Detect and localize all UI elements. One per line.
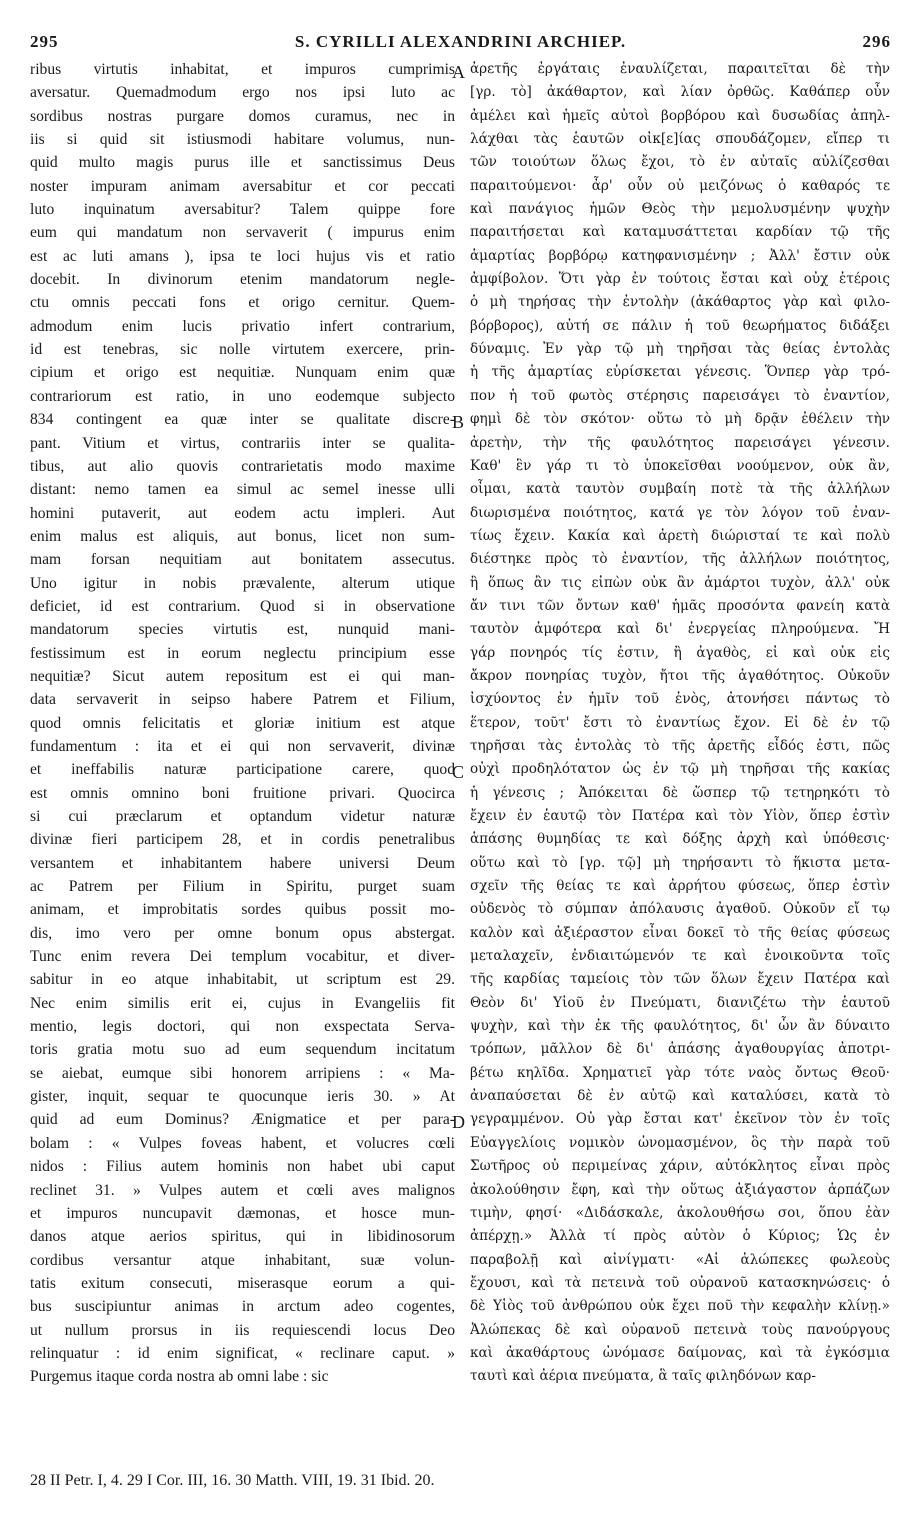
- text-line: aversatur. Quemadmodum ergo nos ipsi luto ac: [30, 84, 455, 102]
- text-line: quid ad eum Dominus? Ænigmatice et per para-: [30, 1111, 455, 1129]
- margin-marker-b: B: [452, 412, 465, 432]
- text-line: καλὸν καὶ ἀξιέραστον εἶναι δοκεῖ τὸ τῆς θείας φύσεως: [470, 924, 890, 941]
- text-line: quid multo magis purus ille et sanctissimus Deus: [30, 154, 455, 172]
- text-line: homini putaverit, aut eodem actu impleri. Aut: [30, 504, 455, 522]
- text-line: divinæ fieri participem 28, et in cordis penetralibus: [30, 831, 455, 849]
- text-line: enim malus est aliquis, aut bonus, licet non sum-: [30, 527, 455, 545]
- text-line: se aiebat, eumque sibi honorem arripiens : « Ma-: [30, 1064, 455, 1082]
- text-line: admodum enim lucis privatio infert contrarium,: [30, 317, 455, 335]
- text-line: dis, imo vero per omne bonum opus abstergat.: [30, 924, 455, 942]
- text-line: contrariorum est ratio, in uno eodemque subjecto: [30, 387, 455, 405]
- text-line: βέτω κηλῖδα. Χρηματιεῖ γὰρ τότε ναὸς ὄντως Θεοῦ·: [470, 1064, 890, 1081]
- text-line: Nec enim similis erit ei, cujus in Evangeliis fit: [30, 994, 455, 1012]
- text-line: τῆς καρδίας ταμείοις τὸν τῶν ὅλων ἔχειν Πατέρα καὶ: [470, 971, 890, 988]
- greek-column: [470, 58, 890, 1389]
- text-line: διέστηκε πρὸς τὸ ἐναντίον, τῆς ἀλλήλων ποιότητος,: [470, 551, 890, 568]
- text-line: ἡ τῆς ἁμαρτίας εὑρίσκεται γένεσις. Ὅνπερ γὰρ τρό-: [470, 364, 890, 381]
- text-line: οἶμαι, κατὰ ταυτὸν συμβαίη ποτὲ τὰ τῆς ἀλλήλων: [470, 481, 890, 498]
- text-line: data servaverit in seipso habere Patrem et Filium,: [30, 691, 455, 709]
- text-line: bolam : « Vulpes foveas habent, et volucres cœli: [30, 1134, 455, 1152]
- text-line: ἁπάσης θυμηδίας τε καὶ δόξης ἀρχὴ καὶ ὑπόθεσις·: [470, 831, 890, 848]
- text-line: iis si quid sit istiusmodi habitare volumus, nun-: [30, 131, 455, 149]
- text-line: ταυτὸν ἀμφότερα καὶ δι' ἐνεργείας πληρούμενα. Ἤ: [470, 621, 890, 638]
- text-line: ac Patrem per Filium in Spiritu, purget suam: [30, 878, 455, 896]
- text-line: animam, et improbitatis sordes quibus possit mo-: [30, 901, 455, 919]
- text-line: reclinet 31. » Vulpes autem et cœli aves malignos: [30, 1181, 455, 1199]
- text-line: ὁ μὴ τηρήσας τὴν ἐντολὴν (ἀκάθαρτος γὰρ καὶ φιλο-: [470, 294, 890, 311]
- text-line: gister, inquit, sequar te quocunque ieris 30. » At: [30, 1088, 455, 1106]
- text-line: ἀναπαύσεται δὲ ἐν αὐτῷ καὶ καταλύσει, κατὰ τὸ: [470, 1088, 890, 1105]
- text-line: [γρ. τὸ] ἀκάθαρτον, καὶ λίαν ὀρθῶς. Καθάπερ οὖν: [470, 84, 890, 101]
- text-line: μεταλαχεῖν, ἐνδιαιτώμενόν τε καὶ ἐνοικοῦντα τοῖς: [470, 948, 890, 965]
- text-line: et impuros nuncupavit dæmonas, et hosce mun-: [30, 1204, 455, 1222]
- text-line: ἢ ὅπως ἂν τις εἰπὼν οὐκ ἂν ἁμάρτοι τυχὸν, ἀλλ' οὐκ: [470, 574, 890, 591]
- text-line: et ineffabilis naturæ participatione carere, quod: [30, 761, 455, 779]
- text-line: καὶ πανάγιος ἡμῶν Θεὸς τὴν μεμολυσμένην ψυχὴν: [470, 201, 890, 218]
- text-line: mandatorum species virtutis est, nunquid mani-: [30, 621, 455, 639]
- text-line: λάχθαι τὰς ἑαυτῶν οἰκ[ε]ίας σπουδάζομεν, εἴπερ τι: [470, 131, 890, 148]
- text-line: si cui præclarum et optandum videtur naturæ: [30, 808, 455, 825]
- text-line: τηρῆσαι τὰς ἐντολὰς τὸ τῆς ἀρετῆς εἶδός ἐστι, πῶς: [470, 737, 890, 754]
- text-line: ἔχειν ἐν ἑαυτῷ τὸν Πατέρα καὶ τὸν Υἱὸν, ὅπερ ἐστὶν: [470, 808, 890, 824]
- text-line: tatis exitum consecuti, miserasque eorum a qui-: [30, 1274, 455, 1292]
- text-line: versantem et inhabitantem habere universi Deum: [30, 854, 455, 872]
- text-line: πον ἡ τοῦ φωτὸς στέρησις παρεισάγει τὸ ἐναντίον,: [470, 387, 890, 404]
- footnotes: 28 II Petr. I, 4. 29 I Cor. III, 16. 30 Matth. VIII, 19. 31 Ibid. 20.: [30, 1472, 435, 1489]
- margin-marker-a: A: [452, 62, 465, 82]
- text-line: βόρβορος), αὐτή σε πάλιν ἡ τοῦ θεωρήματος διδάξει: [470, 317, 890, 334]
- text-line: οὐδενὸς τὸ σύμπαν ἀπόλαυσις ἀγαθοῦ. Οὐκοῦν εἴ τῳ: [470, 901, 890, 918]
- margin-marker-d: D: [452, 1112, 465, 1132]
- text-line: relinquatur : id enim significat, « reclinare caput. »: [30, 1344, 455, 1362]
- text-line: ἀμφίβολον. Ὅτι γὰρ ἐν τούτοις ἔσται καὶ οὐχ ἑτέροις: [470, 271, 890, 288]
- text-line: nidos : Filius autem hominis non habet ubi caput: [30, 1158, 455, 1176]
- text-line: ἰσχύοντος ἐν ἡμῖν τοῦ ἑνὸς, ἀτονήσει πάντως τὸ: [470, 691, 890, 708]
- text-line: ψυχὴν, καὶ τὴν ἐκ τῆς φαυλότητος, δι' ὧν ἂν δύναιτο: [470, 1018, 890, 1035]
- text-line: 834 contingent ea quæ inter se qualitate discre-: [30, 411, 455, 429]
- text-line: Σωτῆρος οὐ περιμείνας χάριν, αὐτόκλητος εἶναι πρὸς: [470, 1158, 890, 1175]
- latin-column: [30, 58, 455, 1389]
- text-line: Θεὸν δι' Υἱοῦ ἐν Πνεύματι, διανιζέτω τὴν ἑαυτοῦ: [470, 994, 890, 1011]
- text-line: pant. Vitium et virtus, contrariis inter se qualita-: [30, 434, 455, 452]
- text-line: Tunc enim revera Dei templum vocabitur, et diver-: [30, 948, 455, 966]
- text-line: Purgemus itaque corda nostra ab omni labe : sic: [30, 1368, 329, 1386]
- text-line: ἡ γένεσις ; Ἀπόκειται δὲ ὥσπερ τῷ τετηρηκότι τὸ: [470, 784, 890, 801]
- text-line: cipium et origo est nequitiæ. Nunquam enim quæ: [30, 364, 455, 382]
- text-line: luto inquinatum aversabitur? Talem quippe fore: [30, 201, 455, 219]
- text-line: bus suscipiuntur animas in arctum adeo cogentes,: [30, 1298, 455, 1316]
- text-line: διωρισμένα ποιότητος, κατά γε τὸν λόγον τοῦ ἐναν-: [470, 504, 890, 521]
- text-line: ἔχουσι, καὶ τὰ πετεινὰ τοῦ οὐρανοῦ κατασκηνώσεις· ὁ: [470, 1274, 890, 1291]
- page-number-right: 296: [862, 32, 891, 51]
- text-line: Ἀλώπεκας δὲ καὶ οὐρανοῦ πετεινὰ τοὺς πανούργους: [470, 1321, 890, 1338]
- text-line: ἀρετῆς ἐργάταις ἐναυλίζεται, παραιτεῖται δὲ τὴν: [470, 61, 890, 77]
- text-line: noster impuram animam aversabitur et cor peccati: [30, 177, 455, 195]
- margin-marker-c: C: [452, 762, 465, 782]
- text-line: ribus virtutis inhabitat, et impuros cumprimis: [30, 61, 455, 78]
- text-line: οὐχὶ προδηλότατον ὡς ἐν τῷ μὴ τηρῆσαι τῆς κακίας: [470, 761, 890, 778]
- text-line: Εὐαγγελίοις νομικὸν ὠνομασμένον, ὃς τὴν παρὰ τοῦ: [470, 1134, 890, 1151]
- text-line: fundamentum : ita et ei qui non servaverit, divinæ: [30, 737, 455, 755]
- text-line: ἀκολούθησιν ἔφη, καὶ τὴν οὕτως ἀξιάγαστον ἁρπάζων: [470, 1181, 890, 1198]
- text-line: τίως ἔχειν. Κακία καὶ ἀρετὴ διώρισταί τε καὶ πολὺ: [470, 527, 890, 544]
- text-line: δύναμις. Ἐν γὰρ τῷ μὴ τηρῆσαι τὰς θείας ἐντολὰς: [470, 341, 890, 358]
- text-line: ἄκρον πονηρίας τυχὸν, ἤτοι τῆς ἀγαθότητος. Οὐκοῦν: [470, 667, 890, 684]
- text-line: φημὶ δὲ τὸν σκότον· οὕτω τὸ μὴ δρᾷν ἐθέλειν τὴν: [470, 411, 890, 428]
- text-line: festissimum est in eorum neglectu principium esse: [30, 644, 455, 662]
- text-line: γεγραμμένον. Οὐ γὰρ ἔσται κατ' ἐκεῖνον τὸν ἐν τοῖς: [470, 1111, 890, 1128]
- text-line: ἕτερον, τοῦτ' ἔστι τὸ ἐναντίως ἔχον. Εἰ δὲ ἐν τῷ: [470, 714, 890, 731]
- text-line: καὶ ἀκαθάρτους ὠνόμασε δαίμονας, καὶ τὰ ἐγκόσμια: [470, 1344, 890, 1361]
- running-title: S. CYRILLI ALEXANDRINI ARCHIEP.: [294, 32, 627, 51]
- text-line: sabitur in eo atque inhabitabit, ut scriptum est 29.: [30, 971, 455, 989]
- text-line: γάρ πονηρός τίς ἐστιν, ἢ ἀγαθὸς, εἰ καὶ οὐκ εἰς: [470, 644, 890, 661]
- text-line: τιμὴν, φησί· «Διδάσκαλε, ἀκολουθήσω σοι, ὅπου ἐὰν: [470, 1204, 890, 1221]
- text-line: ἁμαρτίας βορβόρῳ κατηφανισμένην ; Ἀλλ' ἔστιν οὐκ: [470, 247, 890, 264]
- text-line: Uno igitur in nobis prævalente, alterum utique: [30, 574, 455, 592]
- text-line: Καθ' ἓν γάρ τι τὸ ὑποκεῖσθαι νοούμενον, οὐκ ἂν,: [470, 457, 890, 474]
- text-line: est omnis omnino boni fruitione privari. Quocirca: [30, 784, 455, 802]
- text-line: οὕτω καὶ τὸ [γρ. τῷ] μὴ τηρήσαντι τὸ ἥκιστα μετα-: [470, 854, 890, 871]
- text-line: παραβολῇ καὶ αἰνίγματι· «Αἱ ἀλώπεκες φωλεοὺς: [470, 1251, 890, 1268]
- text-line: παραιτούμενοι· ἆρ' οὖν οὐ μειζόνως ὁ καθαρός τε: [470, 177, 890, 194]
- text-line: sordibus nostras purgare domos curamus, nec in: [30, 107, 455, 125]
- page-number-left: 295: [30, 32, 59, 51]
- text-line: ἀρετὴν, τὴν τῆς φαυλότητος παρεισάγει γένεσιν.: [470, 434, 890, 451]
- page-header: [30, 32, 891, 58]
- text-line: toris gratia motu suo ad eum sequendum incitatum: [30, 1041, 455, 1059]
- text-line: nequitiæ? Sicut autem repositum est ei qui man-: [30, 667, 455, 685]
- text-line: ctu omnis peccati fons et origo cernitur. Quem-: [30, 294, 455, 312]
- text-line: ἀμέλει καὶ ἡμεῖς αὐτοὶ βορβόρου καὶ δυσωδίας ἀπηλ-: [470, 107, 890, 124]
- text-line: δὲ Υἱὸς τοῦ ἀνθρώπου οὐκ ἔχει ποῦ τὴν κεφαλὴν κλίνῃ.»: [470, 1298, 890, 1315]
- text-line: quod omnis felicitatis et gloriæ initium est atque: [30, 714, 455, 732]
- text-line: ἀπέρχῃ.» Ἀλλὰ τί πρὸς αὐτὸν ὁ Κύριος; Ὡς ἐν: [470, 1228, 890, 1245]
- text-line: ut nullum prorsus in iis requiescendi locus Deo: [30, 1321, 455, 1339]
- text-line: παραιτήσεται καὶ καταμυσάττεται καρδίαν τῷ τῆς: [470, 224, 890, 241]
- text-line: cordibus versantur atque inhabitant, suæ volun-: [30, 1251, 455, 1269]
- text-line: distant: nemo tamen ea simul ac semel inesse ulli: [30, 481, 455, 499]
- text-line: τρόπων, μᾶλλον δὲ δι' ἁπάσης ἀγαθουργίας ἀποτρι-: [470, 1041, 890, 1058]
- text-line: est ac luti amans ), ipsa te loci hujus vis et ratio: [30, 247, 455, 265]
- text-line: τῶν τοιούτων ὅλως ἔχοι, τὸ ἐν αὐταῖς αὐλίζεσθαι: [470, 154, 890, 171]
- text-line: σχεῖν τῆς θείας τε καὶ ἀρρήτου φύσεως, ὅπερ ἐστὶν: [470, 878, 890, 895]
- text-line: tibus, aut alio quovis contrarietatis modo maxime: [30, 457, 455, 475]
- text-line: danos atque aerios spiritus, qui in libidinosorum: [30, 1228, 455, 1246]
- text-line: mam forsan nequitiam aut bonitatem assecutus.: [30, 551, 455, 569]
- text-line: ταυτὶ καὶ ἀέρια πνεύματα, ἃ ταῖς φιληδόνων καρ-: [470, 1368, 817, 1385]
- text-line: deficiet, id est contrarium. Quod si in observatione: [30, 597, 455, 615]
- text-line: ἄν τινι τῶν ὄντων καθ' ἡμᾶς προσόντα φανείη κατὰ: [470, 597, 890, 614]
- text-line: id est tenebras, sic nolle virtutem exercere, prin-: [30, 341, 455, 359]
- text-line: mentio, legis doctori, qui non exspectata Serva-: [30, 1018, 455, 1036]
- text-line: docebit. In divinorum etenim mandatorum negle-: [30, 271, 455, 289]
- text-line: eum qui mandatum non servaverit ( impurus enim: [30, 224, 455, 242]
